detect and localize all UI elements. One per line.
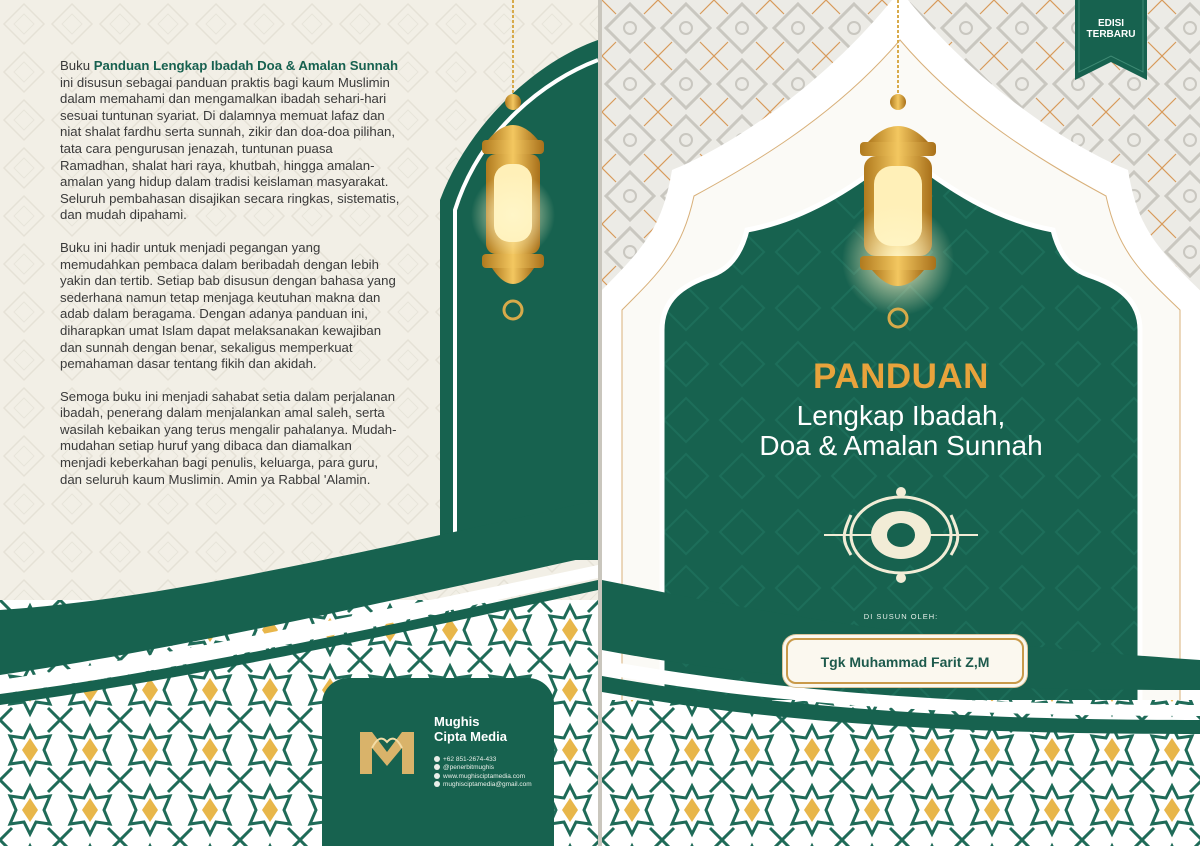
publisher-card <box>322 678 554 846</box>
author-label: DI SUSUN OLEH: <box>863 612 939 621</box>
publisher-contacts <box>434 756 532 790</box>
publisher-phone: +62 851-2674-433 <box>434 756 532 764</box>
globe-icon <box>434 773 440 779</box>
description-paragraph <box>60 389 400 489</box>
book-title-line2: Doa & Amalan Sunnah <box>759 430 1043 461</box>
lantern-icon <box>468 0 558 340</box>
ribbon-line2: TERBARU <box>1086 29 1136 40</box>
description-paragraph <box>60 240 400 373</box>
author-box <box>786 638 1024 684</box>
description-text: Buku <box>60 58 94 73</box>
publisher-name-line1: Mughis <box>434 714 480 729</box>
book-title-highlight: Panduan Lengkap Ibadah Doa & Amalan Sunnah <box>93 58 399 73</box>
edition-ribbon-text <box>1075 18 1147 40</box>
book-title-main: PANDUAN <box>813 357 989 396</box>
description-text: Buku ini hadir untuk menjadi pegangan yang memudahkan pembaca dalam beribadah dengan lebih yakin dan tertib. Setiap bab disusun dengan bahasa yang sederhana namun tetap menjaga keutuhan makna dan adab dalam beragama. Dengan adanya panduan ini, diharapkan umat Islam dapat melaksanakan kewajiban dan sunnah dengan benar, sekaligus memperkuat pemahaman dasar tentang fikih dan akidah. <box>60 239 396 372</box>
description-paragraph <box>60 58 400 224</box>
description-text: Semoga buku ini menjadi sahabat setia dalam perjalanan ibadah, penerang dalam menjalankan amal saleh, serta wasilah kebaikan yang terus mengalir pahalanya. Mudah-mudahan setiap huruf yang dibaca dan diamalkan menjadi keberkahan bagi penulis, keluarga, para guru, dan seluruh kaum Muslimin. Amin ya Rabbal 'Alamin. <box>60 388 397 487</box>
instagram-icon <box>434 764 440 770</box>
publisher-name-line2: Cipta Media <box>434 729 507 744</box>
mail-icon <box>434 781 440 787</box>
publisher-name <box>434 714 544 744</box>
edition-ribbon <box>1075 0 1147 80</box>
phone-icon <box>434 756 440 762</box>
back-cover-description <box>60 58 400 504</box>
ribbon-line1: EDISI <box>1097 18 1125 29</box>
author-name: Tgk Muhammad Farit Z,M <box>820 654 990 670</box>
publisher-website: www.mughisciptamedia.com <box>434 773 532 781</box>
publisher-instagram: @penerbitmughis <box>434 764 532 772</box>
publisher-logo-icon <box>352 718 422 788</box>
book-title-line1: Lengkap Ibadah, <box>796 400 1006 431</box>
back-cover <box>0 0 598 846</box>
description-text: ini disusun sebagai panduan praktis bagi kaum Muslimin dalam memahami dan mengamalkan ibadah sehari-hari sesuai tuntunan syariat. Di dalamnya memuat lafaz dan niat shalat fardhu serta sunnah, zikir dan doa-doa pilihan, tata cara pengurusan jenazah, tuntunan puasa Ramadhan, shalat hari raya, khutbah, hingga amalan-amalan yang hidup dalam tradisi keislaman masyarakat. Seluruh pembahasan disajikan secara ringkas, sistematis, dan mudah dipahami. <box>60 74 400 223</box>
publisher-email: mughisciptamedia@gmail.com <box>434 781 532 789</box>
front-cover <box>602 0 1200 846</box>
